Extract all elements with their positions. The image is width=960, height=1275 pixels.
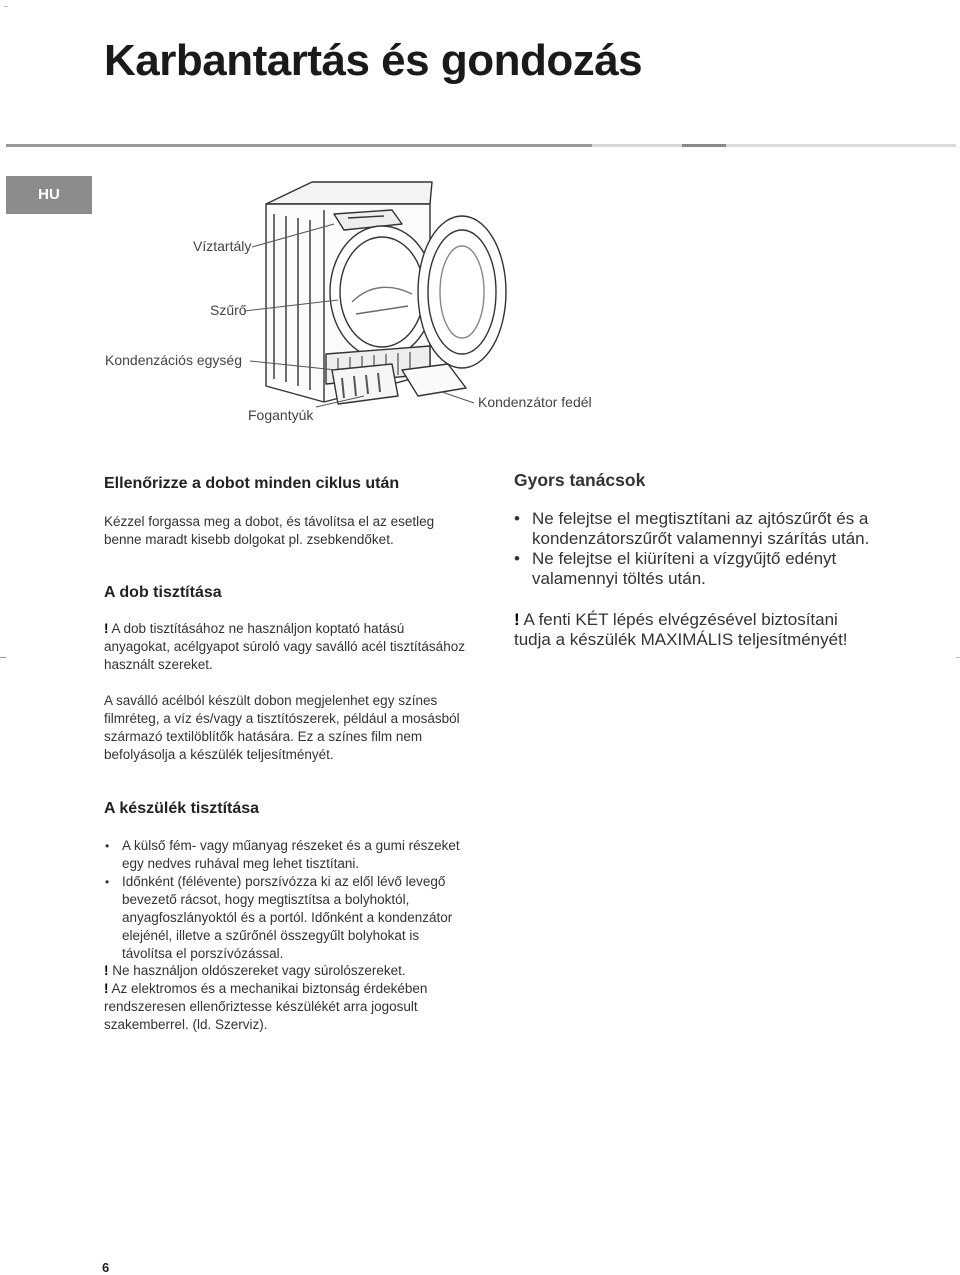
drum-check-heading: Ellenőrizze a dobot minden ciklus után (104, 475, 400, 492)
language-tab: HU (6, 176, 92, 214)
clean-line: egy nedves ruhával meg lehet tisztítani. (122, 856, 360, 871)
film-line: befolyásolja a készülék teljesítményét. (104, 747, 334, 762)
quick-tips-heading: Gyors tanácsok (514, 470, 646, 490)
bullet-icon: • (105, 875, 110, 889)
crop-mark (956, 657, 960, 658)
tip-line: Ne felejtse el megtisztítani az ajtószűrőt és a (532, 509, 869, 528)
appliance-cleaning-warnings (104, 962, 494, 1034)
callout-water-tank: Víztartály (193, 238, 252, 254)
tip-line: Ne felejtse el kiüríteni a vízgyűjtő edényt (532, 549, 837, 568)
appliance-cleaning-list (104, 837, 484, 963)
callout-filter: Szűrő (210, 302, 247, 318)
film-line: A saválló acélból készült dobon megjelenhet egy színes (104, 693, 438, 708)
warning-text: Az elektromos és a mechanikai biztonság érdekében (108, 981, 428, 996)
warning-text: szakemberrel. (ld. Szerviz). (104, 1017, 268, 1032)
callout-condenser-unit: Kondenzációs egység (105, 352, 242, 368)
warning-mark: ! (104, 963, 109, 978)
callout-handles: Fogantyúk (248, 407, 314, 423)
crop-mark (0, 657, 6, 658)
clean-line: Időnként (félévente) porszívózza ki az elől lévő levegő (122, 874, 446, 889)
film-line: származó textilöblítők hatására. Ez a színes film nem (104, 729, 423, 744)
drum-check-line: Kézzel forgassa meg a dobot, és távolítsa el az esetleg (104, 514, 435, 529)
note-text: tudja a készülék MAXIMÁLIS teljesítményét! (514, 630, 848, 649)
warning-mark: ! (104, 621, 109, 636)
list-item (104, 837, 484, 873)
warning-text: A dob tisztításához ne használjon koptató hatású (108, 621, 405, 636)
bullet-icon: • (514, 549, 520, 568)
page-title: Karbantartás és gondozás (104, 36, 643, 85)
bullet-icon: • (105, 839, 110, 853)
list-item (514, 509, 914, 549)
clean-line: elejénél, illetve a szűrőnél összegyűlt bolyhokat is (122, 928, 420, 943)
clean-line: A külső fém- vagy műanyag részeket és a gumi részeket (122, 838, 460, 853)
drum-check-line: benne maradt kisebb dolgokat pl. zsebkendőket. (104, 532, 394, 547)
warning-text: használt szereket. (104, 657, 213, 672)
quick-tips-list (514, 509, 914, 589)
warning-text: anyagokat, acélgyapot súroló vagy saválló acél tisztításához (104, 639, 465, 654)
warning-text: Ne használjon oldószereket vagy súrolószereket. (108, 963, 406, 978)
tip-line: kondenzátorszűrőt valamennyi szárítás után. (532, 529, 870, 548)
film-line: filmréteg, a víz és/vagy a tisztítószerek, például a mosásból (104, 711, 460, 726)
appliance-cleaning-heading: A készülék tisztítása (104, 800, 260, 817)
page-number: 6 (102, 1260, 110, 1275)
warning-mark: ! (514, 610, 520, 629)
warning-text: rendszeresen ellenőriztesse készülékét arra jogosult (104, 999, 418, 1014)
clean-line: anyagfoszlányoktól és a portól. Időnként a kondenzátor (122, 910, 453, 925)
drum-cleaning-heading: A dob tisztítása (104, 584, 222, 601)
warning-mark: ! (104, 981, 109, 996)
drum-check-text (104, 513, 474, 549)
list-item (104, 873, 484, 963)
drum-cleaning-warning (104, 620, 484, 674)
tip-line: valamennyi töltés után. (532, 569, 706, 588)
list-item (514, 549, 914, 589)
quick-tips-note (514, 610, 914, 650)
note-text: A fenti KÉT lépés elvégzésével biztosítani (519, 610, 838, 629)
callout-condenser-cover: Kondenzátor fedél (478, 394, 592, 410)
callout-leaders (0, 0, 960, 460)
bullet-icon: • (514, 509, 520, 528)
clean-line: bevezető rácsot, hogy megtisztítsa a bolyhoktól, (122, 892, 410, 907)
clean-line: távolítsa el porszívózással. (122, 946, 284, 961)
drum-film-paragraph (104, 692, 484, 764)
